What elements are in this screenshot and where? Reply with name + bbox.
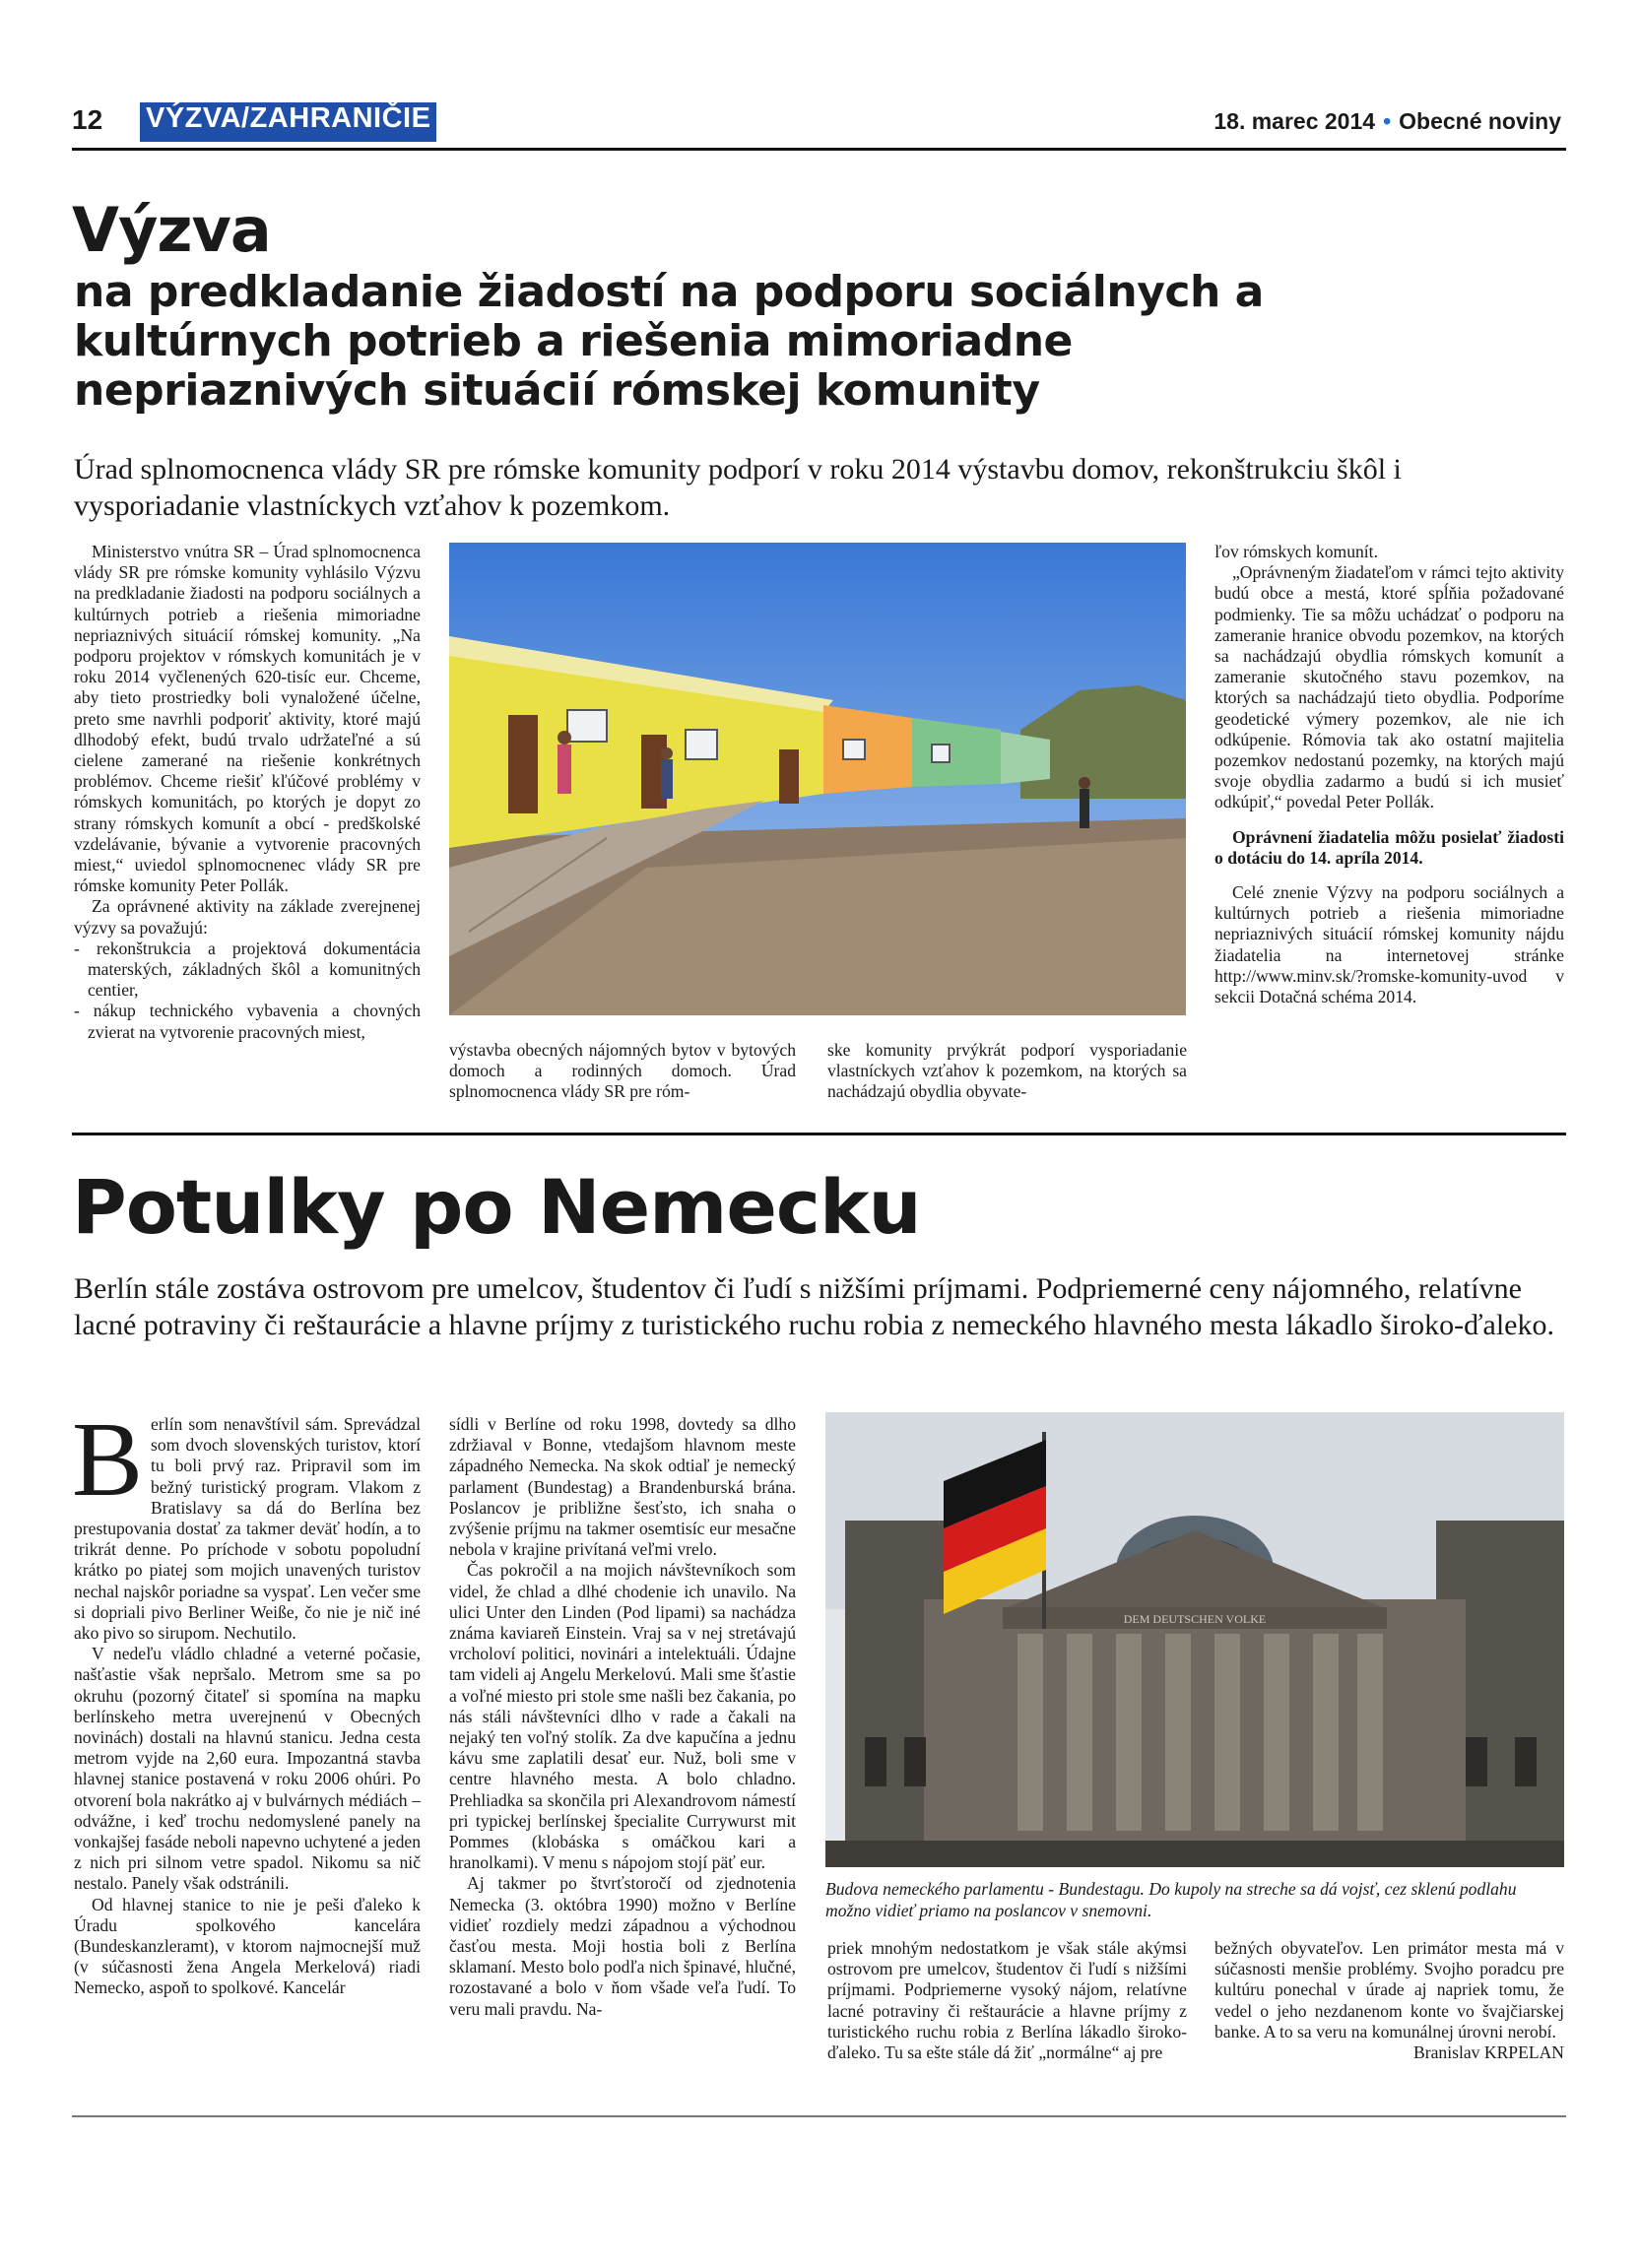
article1-column-2 [449, 1040, 796, 1103]
paragraph: Ministerstvo vnútra SR – Úrad splnomocnenca vlády SR pre rómske komunity vyhlásilo Výzvu na predkladanie žiadosti na podporu sociálnych a kultúrnych potrieb a riešenia mimoriadne nepriaznivých situácií rómskej komunity. „Na podporu projektov v rómskych komunitách je v roku 2014 vyčlenených 620-tisíc eur. Chceme, aby tieto prostriedky boli vynaložené účelne, preto sme navrhli podporiť aktivity, ktoré majú dlhodobý efekt, budú trvalo udržateľné a sú cielene zamerané na riešenie konkrétnych problémov. Chceme riešiť kľúčové problémy v rómskych komunitách, po ktorých je dopyt zo strany rómskych komunít a obcí - predškolské vzdelávanie, bývanie a vytvorenie pracovných miest,“ uviedol splnomocnenec vlády SR pre rómske komunity Peter Pollák. [74, 542, 421, 896]
paragraph [72, 1401, 421, 1644]
section-tag: VÝZVA/ZAHRANIČIE [140, 102, 436, 142]
paragraph: Od hlavnej stanice to nie je peši ďaleko k Úradu spolkového kancelára (Bundeskanzleramt), v ktorom najmocnejší muž (v súčasnosti žena Angela Merkelová) riadi Nemecko, aspoň to spolkové. Kancelár [74, 1894, 421, 1998]
photo-caption: Budova nemeckého parlamentu - Bundestagu. Do kupoly na streche sa dá vojsť, cez sklenú podlahu možno vidieť priamo na poslancov v snemovni. [825, 1879, 1517, 1920]
paragraph: „Oprávneným žiadateľom v rámci tejto aktivity budú obce a mestá, ktoré spĺňia požadované podmienky. Tie sa môžu uchádzať o podporu na zameranie hranice obvodu pozemkov, na ktorých sa nachádzajú obydlia rómskych komunít a zameranie skutočného stavu pozemkov, na ktorých sa nachádzajú tieto obydlia. Podporíme geodetické výmery pozemkov, ale nie ich odkúpenie. Rómovia tak ako ostatní majitelia pozemkov nedostanú pozemky, na ktorých majú svoje obydlia zadarmo a budú si ich musieť odkúpiť,“ povedal Peter Pollák. [1214, 562, 1564, 812]
header-rule [72, 148, 1566, 151]
article1-lead: Úrad splnomocnenca vlády SR pre rómske komunity podporí v roku 2014 výstavbu domov, rekonštrukciu škôl i vysporiadanie vlastníckych vzťahov k pozemkom. [74, 453, 1402, 522]
bundestag-photo [825, 1412, 1564, 1867]
paragraph: ske komunity prvýkrát podporí vysporiadanie vlastníckych vzťahov k pozemkom, na ktorých sa nachádzajú obydlia obyvate- [827, 1040, 1187, 1102]
article2-column-3 [827, 1938, 1187, 2063]
article2-column-2 [449, 1414, 796, 2020]
paragraph-text: erlín som nenavštívil sám. Sprevádzal som dvoch slovenských turistov, ktorí tu boli prvý raz. Pripravil som im bežný turistický program. Vlakom z Bratislavy sa dá do Berlína bez prestupovania dostať za takmer deväť hodín, a to trikrát denne. Po príchode v sobotu popoludní krátko po piatej som mojich unavených turistov nechal najskôr poriadne sa vyspať. Len večer sme si dopriali pivo Berliner Weiße, čo nie je nič iné ako pivo so sirupom. Nechutilo. [74, 1414, 421, 1644]
author-signature: Branislav KRPELAN [1413, 2042, 1564, 2063]
building-inscription: DEM DEUTSCHEN VOLKE [1123, 1612, 1267, 1626]
paragraph: Aj takmer po štvrťstoročí od zjednotenia Nemecka (3. októbra 1990) možno v Berlíne vidieť rozdiely medzi západnou a východnou časťou mesta. Moji hostia boli z Berlína sklamaní. Mesto bolo podľa nich špinavé, hlučné, rozostavané a bolo v ňom všade veľa ľudí. To veru mali pravdu. Na- [449, 1873, 796, 2019]
page-number: 12 [72, 104, 103, 135]
paragraph: V nedeľu vládlo chladné a veterné počasie, našťastie však nepršalo. Metrom sme sa po okruhu (pozorný čitateľ si spomína na mapku berlínskeho metra uverejnenú v Obecných novinách) dostali na hlavnú stanicu. Jedna cesta metrom vyjde na 2,60 eura. Impozantná stavba hlavnej stanice postavená v roku 2006 ohúri. Po otvorení bola nakrátko aj v bulvárnych médiách – odvážne, i keď trochu nedomyslené panely na vonkajšej fasáde neboli napevno uchytené a jeden z nich pri silnom vetre spadol. Nikomu sa nič nestalo. Panely však odstránili. [74, 1644, 421, 1894]
article1-subtitle: na predkladanie žiadostí na podporu sociálnych a kultúrnych potrieb a riešenia mimoriadne nepriaznivých situácií rómskej komunity [74, 267, 1264, 416]
article2-lead: Berlín stále zostáva ostrovom pre umelcov, študentov či ľudí s nižšími príjmami. Podpriemerné ceny nájomného, relatívne lacné potraviny či reštaurácie a hlavne príjmy z turistického ruchu robia z nemeckého hlavného mesta lákadlo široko-ďaleko. [74, 1272, 1554, 1341]
article1-column-3 [827, 1040, 1187, 1103]
separator-dot: • [1383, 108, 1392, 134]
paragraph: výstavba obecných nájomných bytov v bytových domoch a rodinných domoch. Úrad splnomocnenca vlády SR pre róm- [449, 1040, 796, 1102]
paragraph: ľov rómskych komunít. [1214, 542, 1378, 561]
paragraph: Za oprávnené aktivity na základe zverejnenej výzvy sa považujú: [74, 896, 421, 938]
article1-title: Výzva [72, 194, 271, 266]
article2-column-4 [1214, 1938, 1564, 2063]
paragraph: Čas pokročil a na mojich návštevníkoch som videl, že chlad a dlhé chodenie ich unavilo. Na ulici Unter den Linden (Pod lipami) sa nachádza známa kaviareň Einstein. Vraj sa v nej stretávajú vrcholoví politici, novinári a intelektuáli. Údajne tam videli aj Angelu Merkelovú. Mali sme šťastie a voľné miesto pri stole sme našli bez čakania, po nás stáli návštevníci dlho v rade a čakali na nejaký ten voľný stolík. Za dve kapučína a jednu kávu sme zaplatili desať eur. Nuž, boli sme v centre hlavného mesta. A bolo chladno. Prehliadka sa skončila pri Alexandrovom námestí pri typickej berlínskej špecialite Currywurst mit Pommes (klobáska s omáčkou kari a hranolkami). V menu s nápojom stojí päť eur. [449, 1560, 796, 1873]
article-separator-rule [72, 1133, 1566, 1135]
list-item: - nákup technického vybavenia a chovných zvierat na vytvorenie pracovných miest, [74, 1001, 421, 1042]
paragraph: sídli v Berlíne od roku 1998, dovtedy sa dlho zdržiaval v Bonne, vtedajšom hlavnom meste západného Nemecka. Na skok odtiaľ je nemecký parlament (Bundestag) a Brandenburská brána. Poslancov je približne šesťsto, ich snaha o zvýšenie príjmu na takmer osemtisíc eur mesačne nebola v krajine privítaná veľmi vrelo. [449, 1414, 796, 1560]
article2-title: Potulky po Nemecku [72, 1163, 921, 1251]
paragraph: priek mnohým nedostatkom je však stále akýmsi ostrovom pre umelcov, študentov či ľudí s nižšími príjmami. Podpriemerne vysoký nájom, relatívne lacné potraviny či reštaurácie a hlavne príjmy z turistického ruchu robia z Berlína lákadlo široko-ďaleko. Tu sa ešte stále dá žiť „normálne“ aj pre [827, 1938, 1187, 2063]
footer-rule [72, 2115, 1566, 2117]
paragraph: Oprávnení žiadatelia môžu posielať žiadosti o dotáciu do 14. apríla 2014. [1214, 826, 1564, 868]
housing-photo [449, 543, 1186, 1015]
paragraph: bežných obyvateľov. Len primátor mesta má v súčasnosti menšie problémy. Svojho poradcu pre kultúru ponechal v úrade aj napriek tomu, že vedel o jeho nezdanenom konte vo švajčiarskej banke. A to sa veru na komunálnej úrovni nerobí. [1214, 1938, 1564, 2041]
article1-column-1 [74, 542, 421, 1043]
issue-date: 18. marec 2014 [1214, 108, 1376, 134]
publication-name: Obecné noviny [1399, 108, 1561, 134]
drop-cap: B [72, 1401, 144, 1519]
list-item: - rekonštrukcia a projektová dokumentácia materských, základných škôl a komunitných centier, [74, 938, 421, 1001]
paragraph: Celé znenie Výzvy na podporu sociálnych a kultúrnych potrieb a riešenia mimoriadne nepriaznivých situácií rómskej komunity nájdu žiadatelia na internetovej stránke http://www.minv.sk/?romske-komunity-uvod v sekcii Dotačná schéma 2014. [1214, 882, 1564, 1007]
article2-column-1 [72, 1401, 421, 1999]
date-line [1214, 108, 1561, 135]
article1-column-4 [1214, 542, 1564, 1007]
